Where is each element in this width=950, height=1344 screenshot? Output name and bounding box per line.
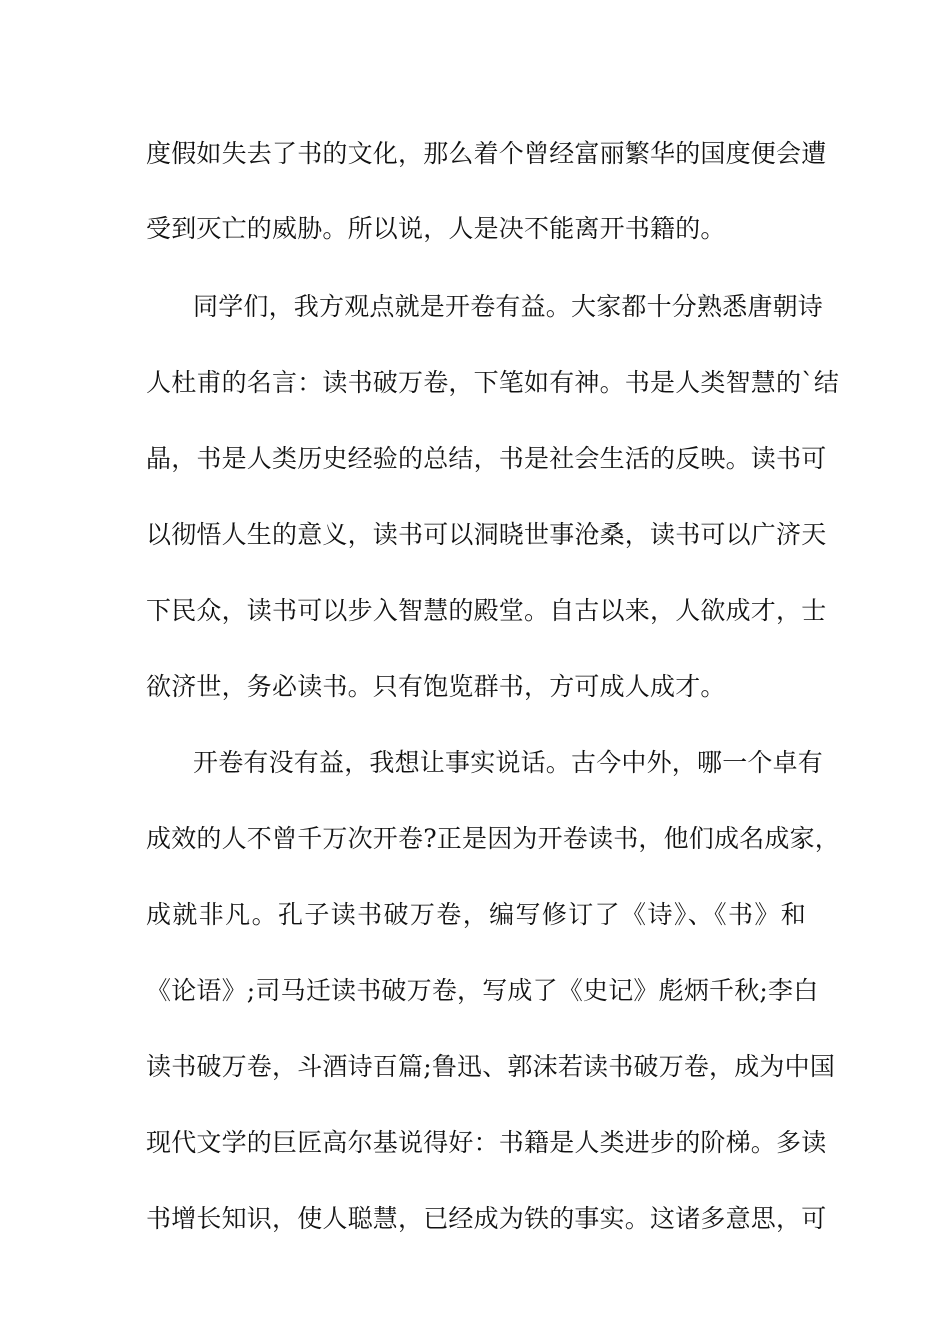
text-line: 以彻悟人生的意义，读书可以洞晓世事沧桑，读书可以广济天 bbox=[146, 520, 827, 549]
text-line: 度假如失去了书的文化，那么着个曾经富丽繁华的国度便会遭 bbox=[146, 139, 827, 168]
paragraph-start-line: 同学们，我方观点就是开卷有益。大家都十分熟悉唐朝诗 bbox=[193, 292, 824, 321]
text-line: 下民众，读书可以步入智慧的殿堂。自古以来，人欲成才，士 bbox=[146, 596, 827, 625]
text-line: 读书破万卷，斗酒诗百篇;鲁迅、郭沫若读书破万卷，成为中国 bbox=[146, 1052, 836, 1081]
text-line: 晶，书是人类历史经验的总结，书是社会生活的反映。读书可 bbox=[146, 444, 827, 473]
text-line: 人杜甫的名言：读书破万卷，下笔如有神。书是人类智慧的`结 bbox=[146, 368, 840, 397]
text-line: 书增长知识，使人聪慧，已经成为铁的事实。这诸多意思，可 bbox=[146, 1204, 827, 1233]
text-line: 受到灭亡的威胁。所以说，人是决不能离开书籍的。 bbox=[146, 214, 726, 243]
text-line: 欲济世，务必读书。只有饱览群书，方可成人成才。 bbox=[146, 672, 726, 701]
paragraph-start-line: 开卷有没有益，我想让事实说话。古今中外，哪一个卓有 bbox=[193, 748, 824, 777]
text-line: 现代文学的巨匠高尔基说得好：书籍是人类进步的阶梯。多读 bbox=[146, 1128, 827, 1157]
text-line: 成效的人不曾千万次开卷?正是因为开卷读书，他们成名成家， bbox=[146, 824, 841, 853]
text-line: 《论语》;司马迁读书破万卷，写成了《史记》彪炳千秋;李白 bbox=[146, 976, 819, 1005]
text-line: 成就非凡。孔子读书破万卷，编写修订了《诗》、《书》和 bbox=[146, 900, 806, 929]
